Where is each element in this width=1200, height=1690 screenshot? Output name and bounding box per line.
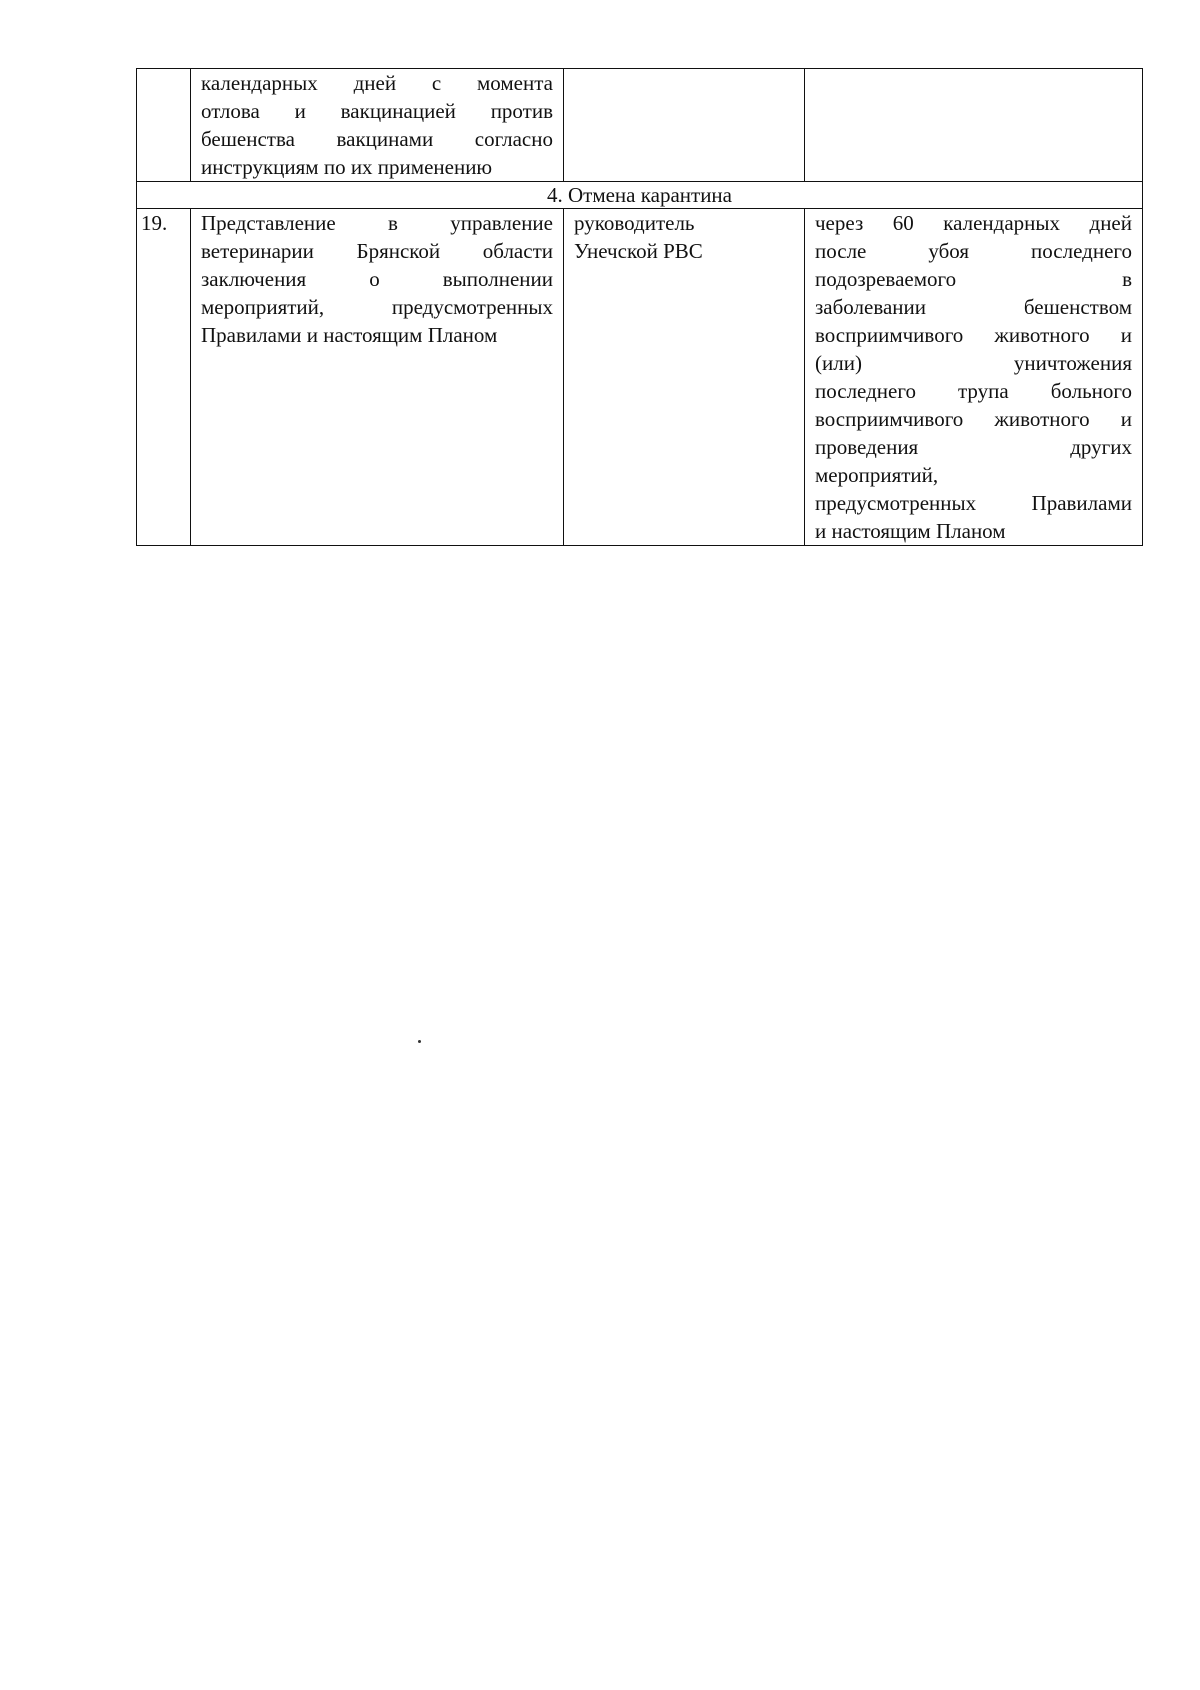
action-line: заключения о выполнении [201, 267, 553, 291]
action-line: бешенства вакцинами согласно [201, 127, 553, 151]
action-line: отлова и вакцинацией против [201, 99, 553, 123]
row-number-cell [137, 69, 191, 182]
section-heading-row [137, 182, 1143, 209]
action-line: Правилами и настоящим Планом [201, 323, 498, 347]
action-cell [191, 209, 564, 546]
term-line: мероприятий, [815, 463, 939, 487]
action-line: ветеринарии Брянской области [201, 239, 553, 263]
responsible-cell [564, 209, 805, 546]
term-line: подозреваемого в [815, 267, 1132, 291]
action-cell [191, 69, 564, 182]
term-line: через 60 календарных дней [815, 211, 1132, 235]
action-line: мероприятий, предусмотренных [201, 295, 553, 319]
action-line: инструкциям по их применению [201, 155, 493, 179]
responsible-line: Унечской РВС [574, 239, 703, 263]
term-line: последнего трупа больного [815, 379, 1132, 403]
responsible-line: руководитель [574, 211, 695, 235]
table-row-19 [137, 209, 1143, 546]
term-cell [805, 209, 1143, 546]
term-line: заболевании бешенством [815, 295, 1132, 319]
row-number-cell: 19. [137, 209, 191, 546]
term-cell [805, 69, 1143, 182]
term-line: после убоя последнего [815, 239, 1132, 263]
action-line: календарных дней с момента [201, 71, 553, 95]
term-line: восприимчивого животного и [815, 407, 1132, 431]
term-line: (или) уничтожения [815, 351, 1132, 375]
action-line: Представление в управление [201, 211, 553, 235]
plan-table [136, 68, 1143, 546]
scan-speck [418, 1040, 421, 1043]
term-line: и настоящим Планом [815, 519, 1006, 543]
term-line: проведения других [815, 435, 1132, 459]
responsible-cell [564, 69, 805, 182]
section-heading: 4. Отмена карантина [137, 182, 1143, 209]
term-line: предусмотренных Правилами [815, 491, 1132, 515]
term-line: восприимчивого животного и [815, 323, 1132, 347]
table-row-continued [137, 69, 1143, 182]
